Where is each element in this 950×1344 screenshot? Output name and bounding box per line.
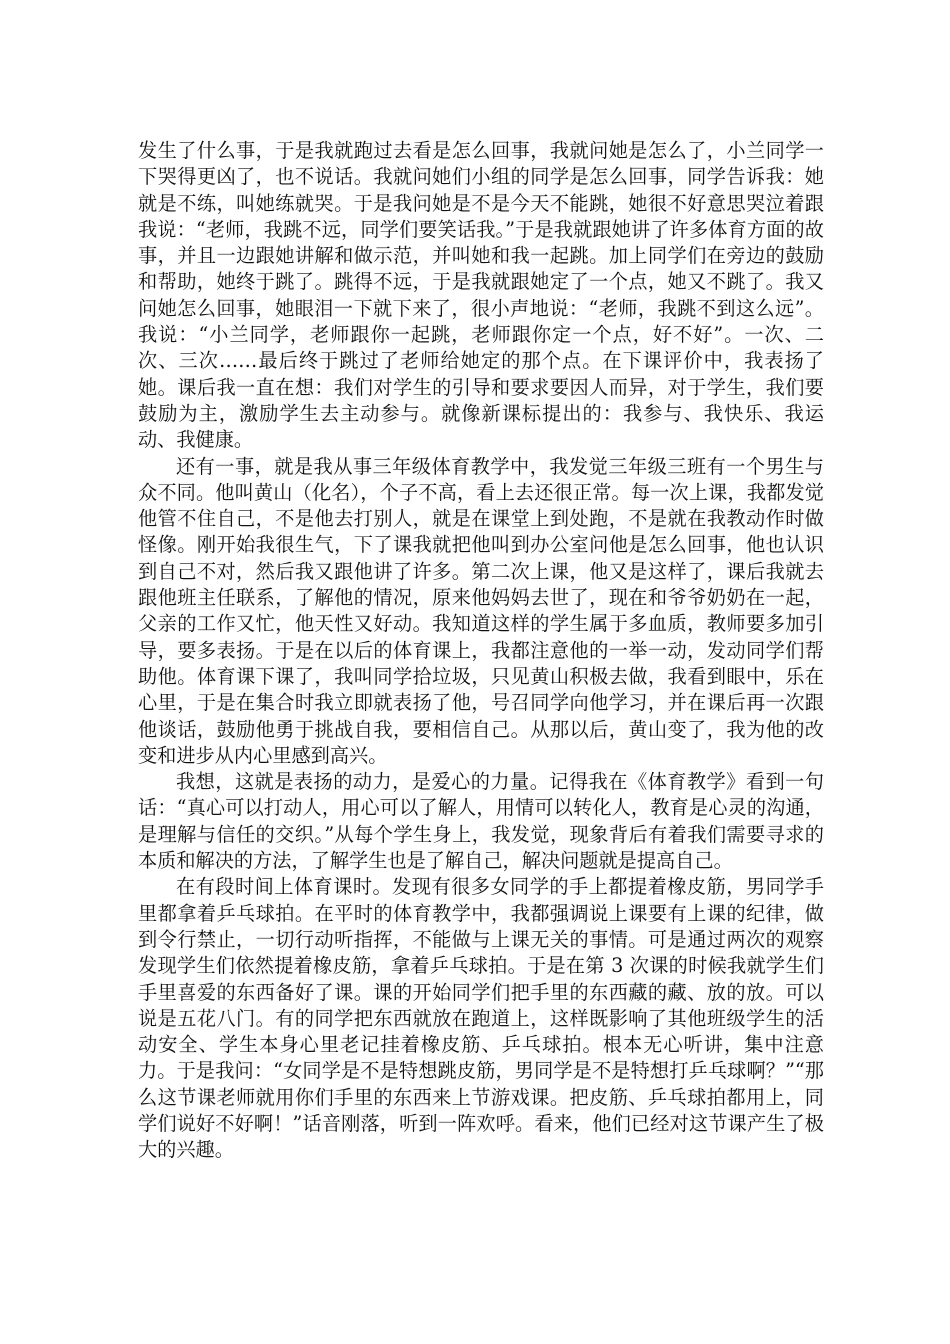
paragraph-1: 发生了什么事，于是我就跑过去看是怎么回事，我就问她是怎么了，小兰同学一下哭得更凶了，也不说话。我就问她们小组的同学是怎么回事，同学告诉我：她就是不练，叫她练就哭。于是我问她是不是今天不能跳，她很不好意思哭泣着跟我说：“老师，我跳不远，同学们要笑话我。”于是我就跟她讲了许多体育方面的故事，并且一边跟她讲解和做示范，并叫她和我一起跳。加上同学们在旁边的鼓励和帮助，她终于跳了。跳得不远，于是我就跟她定了一个点，她又不跳了。我又问她怎么回事，她眼泪一下就下来了，很小声地说：“老师，我跳不到这么远”。我说：“小兰同学，老师跟你一起跳，老师跟你定一个点，好不好”。一次、二次、三次……最后终于跳过了老师给她定的那个点。在下课评价中，我表扬了她。课后我一直在想：我们对学生的引导和要求要因人而异，对于学生，我们要鼓励为主，激励学生去主动参与。就像新课标提出的：我参与、我快乐、我运动、我健康。 — [138, 139, 824, 452]
paragraph-4: 在有段时间上体育课时。发现有很多女同学的手上都提着橡皮筋，男同学手里都拿着乒乓球拍。在平时的体育教学中，我都强调说上课要有上课的纪律，做到令行禁止，一切行动听指挥，不能做与上课无关的事情。可是通过两次的观察发现学生们依然提着橡皮筋，拿着乒乓球拍。于是在第 3 次课的时候我就学生们手里喜爱的东西备好了课。课的开始同学们把手里的东西藏的藏、放的放。可以说是五花八门。有的同学把东西就放在跑道上，这样既影响了其他班级学生的活动安全、学生本身心里老记挂着橡皮筋、乒乓球拍。根本无心听讲，集中注意力。于是我问：“女同学是不是特想跳皮筋，男同学是不是特想打乒乓球啊？”“那么这节课老师就用你们手里的东西来上节游戏课。把皮筋、乒乓球拍都用上，同学们说好不好啊！”话音刚落，听到一阵欢呼。看来，他们已经对这节课产生了极大的兴趣。 — [138, 875, 824, 1162]
paragraph-2: 还有一事，就是我从事三年级体育教学中，我发觉三年级三班有一个男生与众不同。他叫黄山（化名），个子不高，看上去还很正常。每一次上课，我都发觉他管不住自己，不是他去打别人，就是在课堂上到处跑，不是就在我教动作时做怪像。刚开始我很生气，下了课我就把他叫到办公室问他是怎么回事，他也认识到自己不对，然后我又跟他讲了许多。第二次上课，他又是这样了，课后我就去跟他班主任联系，了解他的情况，原来他妈妈去世了，现在和爷爷奶奶在一起，父亲的工作又忙，他天性又好动。我知道这样的学生属于多血质，教师要多加引导，要多表扬。于是在以后的体育课上，我都注意他的一举一动，发动同学们帮助他。体育课下课了，我叫同学拾垃圾，只见黄山积极去做，我看到眼中，乐在心里，于是在集合时我立即就表扬了他，号召同学向他学习，并在课后再一次跟他谈话，鼓励他勇于挑战自我，要相信自己。从那以后，黄山变了，我为他的改变和进步从内心里感到高兴。 — [138, 454, 824, 767]
paragraph-3: 我想，这就是表扬的动力，是爱心的力量。记得我在《体育教学》看到一句话：“真心可以打动人，用心可以了解人，用情可以转化人，教育是心灵的沟通，是理解与信任的交织。”从每个学生身上，我发觉，现象背后有着我们需要寻求的本质和解决的方法，了解学生也是了解自己，解决问题就是提高自己。 — [138, 770, 824, 873]
document-body — [138, 138, 824, 1164]
